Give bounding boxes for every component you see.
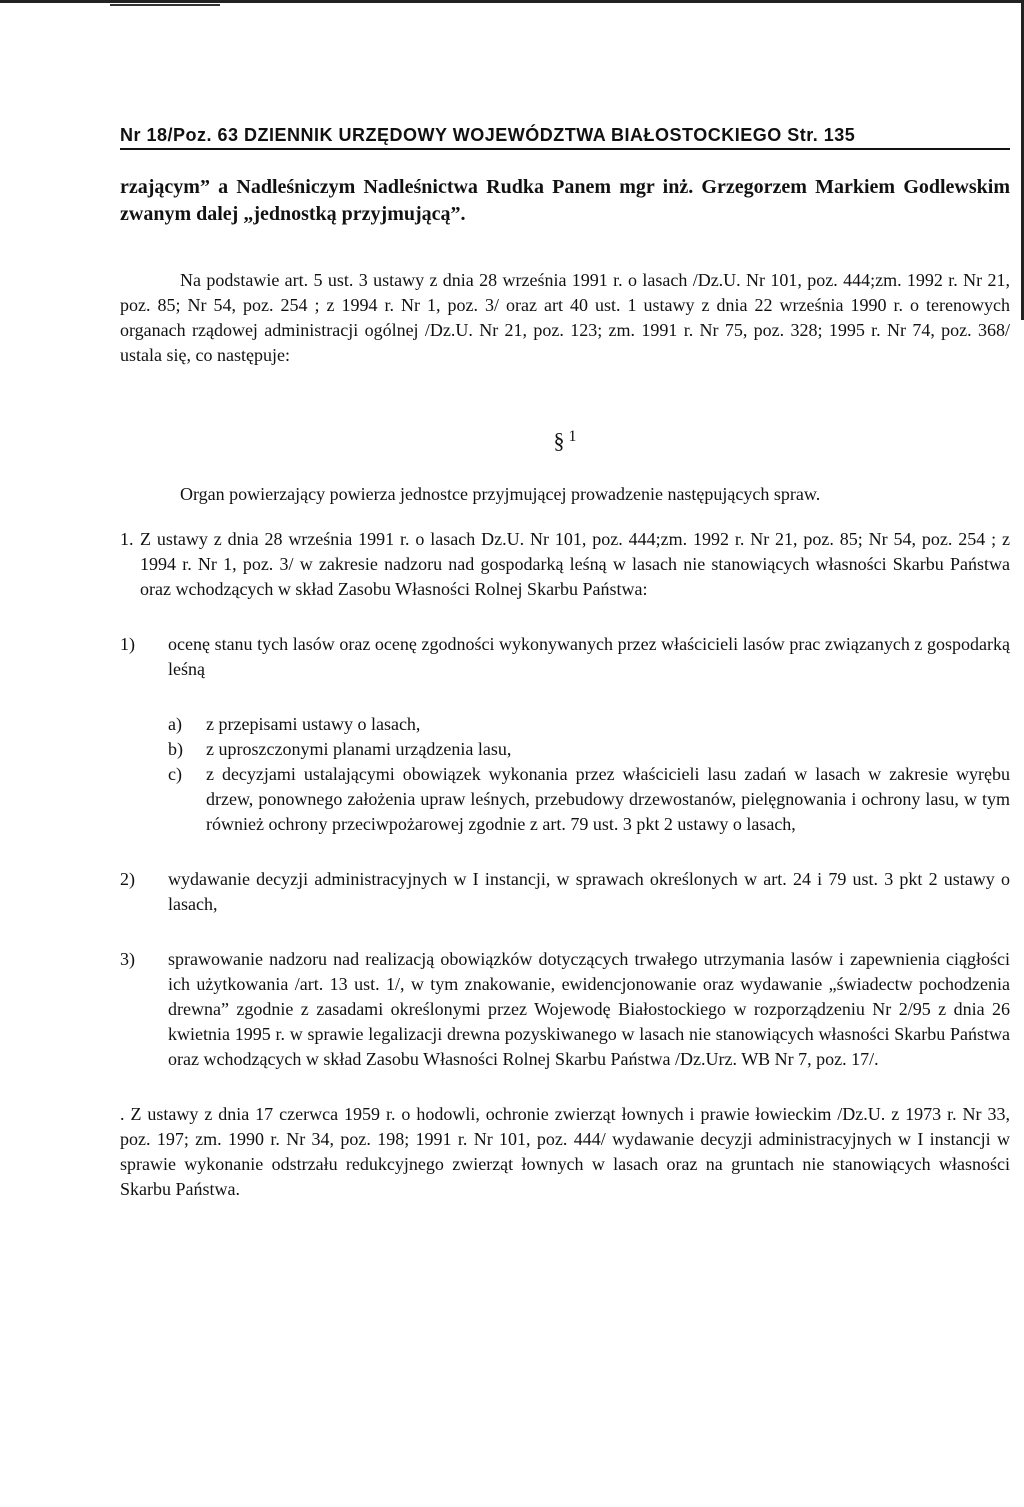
list-item-2-text: wydawanie decyzji administracyjnych w I instancji, w sprawach określonych w art. 24 i 79 ust. 3 pkt 2 ustawy o lasach, [168,869,1010,914]
section-number: 1 [568,428,577,445]
intro-paragraph: rzającym” a Nadleśniczym Nadleśnictwa Rudka Panem mgr inż. Grzegorzem Markiem Godlewskim zwanym dalej „jednostką przyjmującą”. [120,176,1010,225]
list-item-2-number: 2) [120,869,135,889]
page-header: Nr 18/Poz. 63 DZIENNIK URZĘDOWY WOJEWÓDZTWA BIAŁOSTOCKIEGO Str. 135 [120,125,1010,150]
sub-item-b-text: z uproszczonymi planami urządzenia lasu, [206,739,512,759]
point-1-number: 1. [120,529,134,549]
sub-item-a [120,712,1010,737]
sub-item-b-letter: b) [168,739,183,759]
list-item-1 [120,632,1010,682]
organ-paragraph: Organ powierzający powierza jednostce przyjmującej prowadzenie następujących spraw. [180,484,821,504]
sub-item-c-letter: c) [168,764,182,784]
section-heading [120,428,1010,454]
sub-item-c [120,762,1010,837]
point-1-text: Z ustawy z dnia 28 września 1991 r. o lasach Dz.U. Nr 101, poz. 444;zm. 1992 r. Nr 21, poz. 85; Nr 54, poz. 254 ; z 1994 r. Nr 1, poz. 3/ w zakresie nadzoru nad gospodarką leśną w lasach nie stanowiących własności Skarbu Państwa oraz wchodzących w skład Zasobu Własności Rolnej Skarbu Państwa: [140,529,1010,599]
point-2-paragraph: . Z ustawy z dnia 17 czerwca 1959 r. o hodowli, ochronie zwierząt łownych i prawie łowieckim /Dz.U. z 1973 r. Nr 33, poz. 197; zm. 1990 r. Nr 34, poz. 198; 1991 r. Nr 101, poz. 444/ wydawanie decyzji administracyjnych w I instancji w sprawie wykonanie odstrzału redukcyjnego zwierząt łownych w lasach oraz na gruntach nie stanowiących własności Skarbu Państwa. [120,1104,1010,1199]
sub-item-a-letter: a) [168,714,182,734]
list-item-2 [120,867,1010,917]
sub-item-a-text: z przepisami ustawy o lasach, [206,714,421,734]
scan-top-mark [110,4,220,6]
point-1 [120,527,1010,602]
list-item-3-number: 3) [120,949,135,969]
section-symbol: § [553,428,565,453]
document-page [120,125,1010,1202]
sub-item-c-text: z decyzjami ustalającymi obowiązek wykonania przez właścicieli lasu zadań w lasach w zakresie wyrębu drzew, ponownego założenia upraw leśnych, przebudowy drzewostanów, pielęgnowania i ochrony lasu, w tym również ochrony przeciwpożarowej zgodnie z art. 79 ust. 3 pkt 2 ustawy o lasach, [206,764,1010,834]
sub-item-b [120,737,1010,762]
legal-basis-paragraph: Na podstawie art. 5 ust. 3 ustawy z dnia 28 września 1991 r. o lasach /Dz.U. Nr 101, poz. 444;zm. 1992 r. Nr 21, poz. 85; Nr 54, poz. 254 ; z 1994 r. Nr 1, poz. 3/ oraz art 40 ust. 1 ustawy z dnia 22 września 1990 r. o terenowych organach rządowej administracji ogólnej /Dz.U. Nr 21, poz. 123; zm. 1991 r. Nr 75, poz. 328; 1995 r. Nr 74, poz. 368/ ustala się, co następuje: [120,270,1010,365]
list-item-1-number: 1) [120,634,135,654]
list-item-3 [120,947,1010,1072]
list-item-1-text: ocenę stanu tych lasów oraz ocenę zgodności wykonywanych przez właścicieli lasów prac związanych z gospodarką leśną [168,634,1010,679]
scan-top-border [0,0,1024,3]
list-item-3-text: sprawowanie nadzoru nad realizacją obowiązków dotyczących trwałego utrzymania lasów i zapewnienia ciągłości ich użytkowania /art. 13 ust. 1/, w tym znakowanie, ewidencjonowanie oraz wydawanie „świadectw pochodzenia drewna” zgodnie z zasadami określonymi przez Wojewodę Białostockiego w rozporządzeniu Nr 2/95 z dnia 26 kwietnia 1995 r. w sprawie legalizacji drewna pozyskiwanego w lasach nie stanowiących własności Skarbu Państwa oraz wchodzących w skład Zasobu Własności Rolnej Skarbu Państwa /Dz.Urz. WB Nr 7, poz. 17/. [168,949,1010,1069]
